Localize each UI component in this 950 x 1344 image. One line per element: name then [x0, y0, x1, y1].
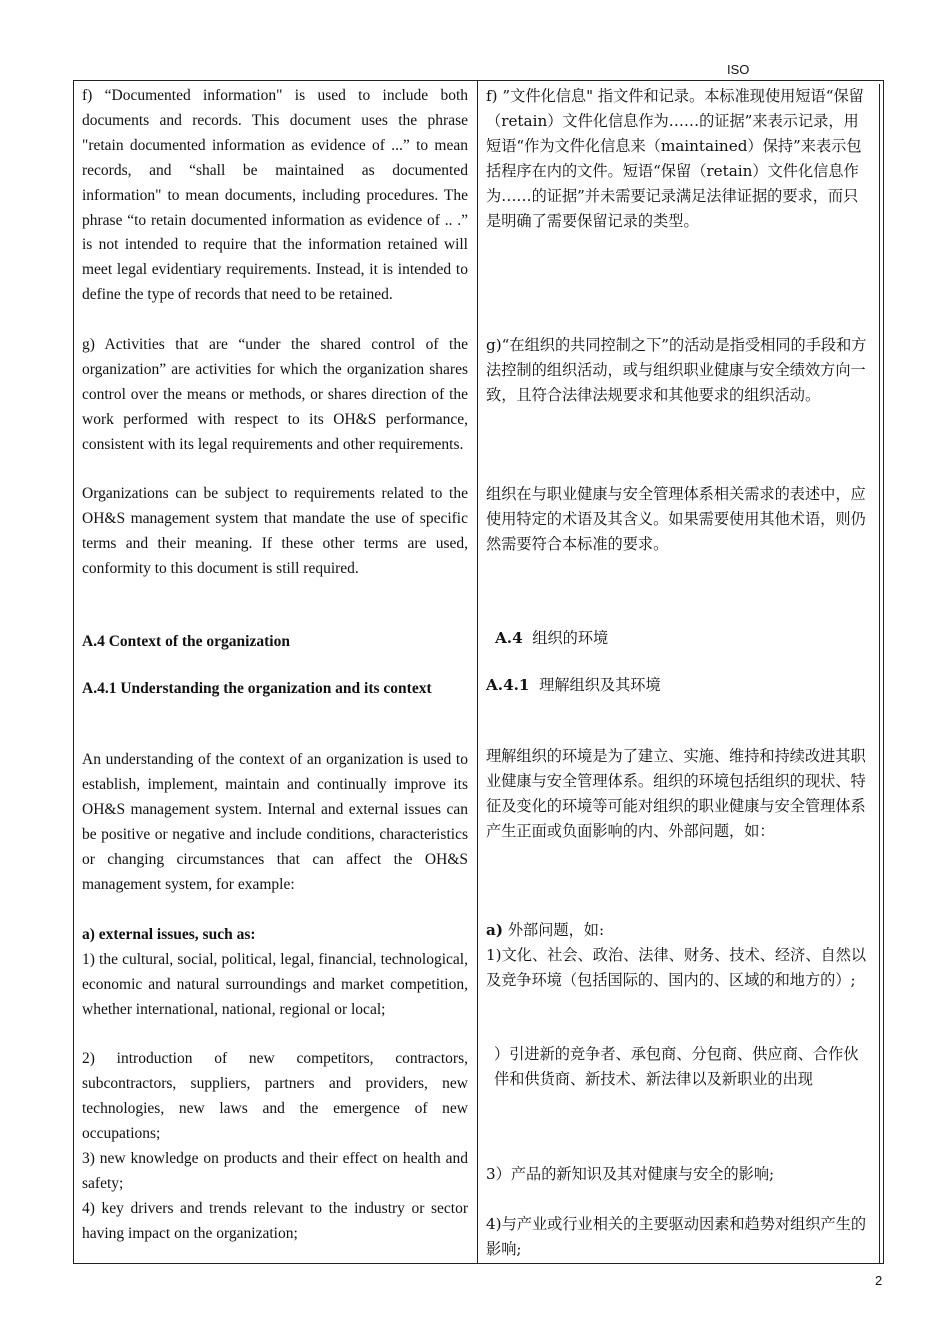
en-specific-terms-para: Organizations can be subject to requirements related to the OH&S management system that mandate the use of specific terms and their meaning. If these other terms are used, conformity to this document is still required. [82, 485, 468, 577]
en-item-4: 4) key drivers and trends relevant to the industry or sector having impact on the organization; [82, 1200, 468, 1242]
zh-a41-title: 理解组织及其环境 [539, 676, 661, 694]
zh-external-issues-heading [486, 918, 873, 943]
en-a41-heading: A.4.1 Understanding the organization and its context [82, 680, 432, 697]
zh-item-1: 1)文化、社会、政治、法律、财务、技术、经济、自然以及竞争环境（包括国际的、国内的、区域的和地方的）; [486, 946, 867, 989]
en-shared-control-para: g) Activities that are “under the shared control of the organization” are activities for which the organization shares control over the means or methods, or shares direction of the work performed with respect to its OH&S performance, consistent with its legal requirements and other requirements. [82, 336, 468, 453]
zh-context-para: 理解组织的环境是为了建立、实施、维持和持续改进其职业健康与安全管理体系。组织的环境包括组织的现状、特征及变化的环境等可能对组织的职业健康与安全管理体系产生正面或负面影响的内、外部问题，如： [486, 747, 866, 840]
zh-documented-information-para: f) ”文件化信息" 指文件和记录。本标准现使用短语“保留（retain）文件化信息作为……的证据”来表示记录，用短语“作为文件化信息来（maintained）保持”来表示包括程序在内的文件。短语“保留（retain）文件化信息作为……的证据”并未需要记录满足法律证据的要求，而只是明确了需要保留记录的类型。 [486, 87, 864, 230]
zh-a-label: a) [486, 921, 504, 939]
table-double-rule [879, 84, 880, 1264]
zh-item-4: 4)与产业或行业相关的主要驱动因素和趋势对组织产生的影响; [486, 1215, 867, 1258]
en-external-issues-heading: a) external issues, such as: [82, 926, 256, 943]
zh-specific-terms-para: 组织在与职业健康与安全管理体系相关需求的表述中，应使用特定的术语及其含义。如果需要使用其他术语，则仍然需要符合本标准的要求。 [486, 485, 866, 553]
column-divider [477, 80, 478, 1264]
zh-a41-number: A.4.1 [486, 676, 530, 694]
en-item-3: 3) new knowledge on products and their effect on health and safety; [82, 1150, 468, 1192]
en-a4-heading: A.4 Context of the organization [82, 633, 290, 650]
zh-item-2: ）引进新的竞争者、承包商、分包商、供应商、合作伙伴和供货商、新技术、新法律以及新职业的出现 [494, 1045, 859, 1088]
en-context-para: An understanding of the context of an organization is used to establish, implement, maintain and continually improve its OH&S management system. Internal and external issues can be positive or negative and include conditions, characteristics or changing circumstances that can affect the OH&S management system, for example: [82, 751, 468, 893]
zh-a41-heading [486, 673, 873, 698]
zh-item-3: 3）产品的新知识及其对健康与安全的影响; [486, 1165, 775, 1183]
en-item-1: 1) the cultural, social, political, legal, financial, technological, economic and natural surroundings and market competition, whether international, national, regional or local; [82, 951, 468, 1018]
page-number: 2 [875, 1273, 883, 1288]
zh-a4-title: 组织的环境 [532, 629, 609, 647]
zh-a4-heading [495, 626, 882, 651]
zh-shared-control-para: g)“在组织的共同控制之下”的活动是指受相同的手段和方法控制的组织活动，或与组织职业健康与安全绩效方向一致，且符合法律法规要求和其他要求的组织活动。 [486, 336, 867, 404]
header-iso-label: ISO [727, 62, 750, 77]
en-item-2: 2) introduction of new competitors, contractors, subcontractors, suppliers, partners and providers, new technologies, new laws and the emergence of new occupations; [82, 1050, 468, 1142]
zh-a4-number: A.4 [495, 629, 523, 647]
zh-a-title: 外部问题，如: [507, 921, 605, 939]
en-documented-information-para: f) “Documented information" is used to include both documents and records. This document uses the phrase "retain documented information as evidence of ...” to mean records, and “shall be maintained as documented information" to mean documents, including procedures. The phrase “to retain documented information as evidence of .. .” is not intended to require that the information retained will meet legal evidentiary requirements. Instead, it is intended to define the type of records that need to be retained. [82, 87, 468, 304]
